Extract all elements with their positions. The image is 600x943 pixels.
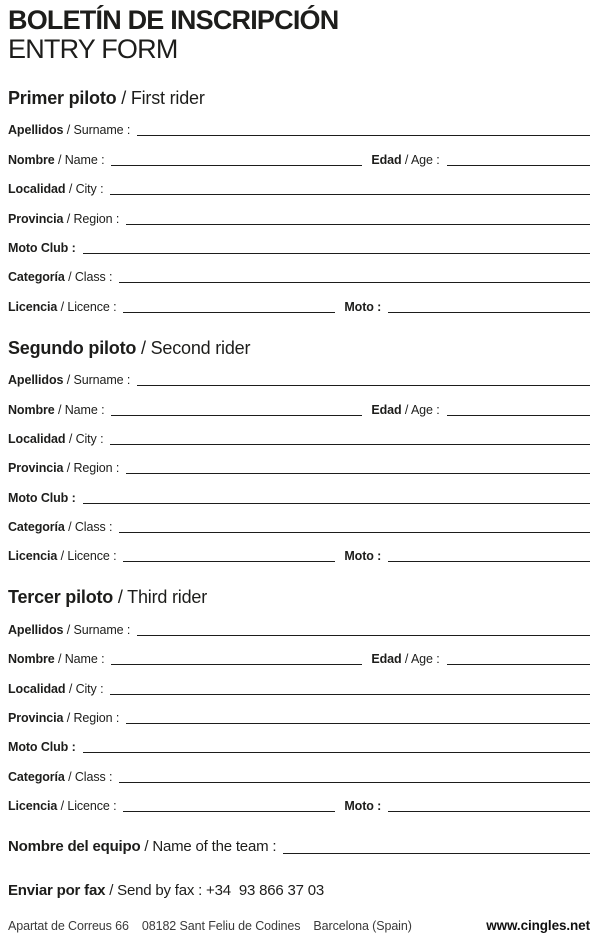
field-row-region	[8, 196, 590, 225]
name-label: Nombre / Name :	[8, 652, 105, 667]
footer-po-box: Apartat de Correus 66	[8, 919, 129, 934]
licence-label: Licencia / Licence :	[8, 299, 117, 314]
field-row-motoclub	[8, 226, 590, 255]
field-row-surname	[8, 358, 590, 387]
footer	[8, 918, 590, 933]
motoclub-label: Moto Club :	[8, 490, 76, 505]
region-input-line[interactable]	[126, 723, 590, 724]
field-row-class	[8, 754, 590, 783]
field-row-licence-moto	[8, 284, 590, 313]
class-input-line[interactable]	[119, 532, 590, 533]
field-row-class	[8, 255, 590, 284]
field-row-motoclub	[8, 475, 590, 504]
section-heading-first-rider: Primer piloto / First rider	[8, 88, 205, 108]
section-heading-third-rider: Tercer piloto / Third rider	[8, 587, 207, 608]
team-name-input-line[interactable]	[283, 853, 590, 854]
rider-section-2	[8, 338, 590, 564]
motoclub-label: Moto Club :	[8, 240, 76, 255]
age-input-line[interactable]	[447, 165, 590, 166]
age-label: Edad / Age :	[371, 152, 440, 167]
moto-input-line[interactable]	[388, 811, 590, 812]
field-row-region	[8, 696, 590, 725]
region-input-line[interactable]	[126, 224, 590, 225]
field-row-motoclub	[8, 725, 590, 754]
field-row-licence-moto	[8, 784, 590, 813]
field-row-region	[8, 446, 590, 475]
city-input-line[interactable]	[110, 444, 590, 445]
field-row-class	[8, 505, 590, 534]
region-label: Provincia / Region :	[8, 711, 120, 726]
fax-label-spanish: Enviar por fax	[8, 882, 106, 900]
motoclub-input-line[interactable]	[83, 253, 590, 254]
title-english: ENTRY FORM	[8, 34, 178, 64]
city-input-line[interactable]	[110, 694, 590, 695]
rider-section-3	[8, 587, 590, 813]
field-row-team-name	[8, 831, 590, 855]
fax-instruction	[8, 881, 590, 901]
field-row-city	[8, 167, 590, 196]
surname-input-line[interactable]	[137, 635, 590, 636]
footer-website-link[interactable]: www.cingles.net	[486, 918, 590, 934]
name-label: Nombre / Name :	[8, 152, 105, 167]
city-label: Localidad / City :	[8, 431, 104, 446]
licence-input-line[interactable]	[123, 811, 335, 812]
city-label: Localidad / City :	[8, 681, 104, 696]
class-label: Categoría / Class :	[8, 769, 113, 784]
region-label: Provincia / Region :	[8, 461, 120, 476]
moto-input-line[interactable]	[388, 312, 590, 313]
field-row-name-age	[8, 387, 590, 416]
class-label: Categoría / Class :	[8, 520, 113, 535]
moto-label: Moto :	[344, 549, 382, 564]
class-input-line[interactable]	[119, 782, 590, 783]
moto-label: Moto :	[344, 299, 382, 314]
age-label: Edad / Age :	[371, 402, 440, 417]
field-row-name-age	[8, 137, 590, 166]
age-input-line[interactable]	[447, 664, 590, 665]
motoclub-input-line[interactable]	[83, 503, 590, 504]
footer-postal-city: 08182 Sant Feliu de Codines	[141, 919, 301, 934]
moto-label: Moto :	[344, 799, 382, 814]
surname-input-line[interactable]	[137, 385, 590, 386]
licence-input-line[interactable]	[123, 312, 335, 313]
licence-label: Licencia / Licence :	[8, 799, 117, 814]
region-label: Provincia / Region :	[8, 211, 120, 226]
moto-input-line[interactable]	[388, 561, 590, 562]
surname-label: Apellidos / Surname :	[8, 373, 131, 388]
name-label: Nombre / Name :	[8, 402, 105, 417]
name-input-line[interactable]	[111, 415, 362, 416]
rider-section-1	[8, 88, 590, 314]
surname-label: Apellidos / Surname :	[8, 622, 131, 637]
title-spanish: BOLETÍN DE INSCRIPCIÓN	[8, 5, 339, 35]
licence-label: Licencia / Licence :	[8, 549, 117, 564]
field-row-surname	[8, 607, 590, 636]
surname-input-line[interactable]	[137, 135, 590, 136]
section-heading-second-rider: Segundo piloto / Second rider	[8, 337, 251, 358]
licence-input-line[interactable]	[123, 561, 335, 562]
region-input-line[interactable]	[126, 473, 590, 474]
name-input-line[interactable]	[111, 165, 362, 166]
motoclub-input-line[interactable]	[83, 752, 590, 753]
class-label: Categoría / Class :	[8, 270, 113, 285]
city-input-line[interactable]	[110, 194, 590, 195]
name-input-line[interactable]	[111, 664, 362, 665]
field-row-city	[8, 417, 590, 446]
motoclub-label: Moto Club :	[8, 740, 76, 755]
field-row-name-age	[8, 637, 590, 666]
fax-label-english: / Send by fax : +34 93 866 37 03	[105, 882, 325, 900]
footer-province: Barcelona (Spain)	[313, 919, 412, 934]
field-row-city	[8, 666, 590, 695]
field-row-surname	[8, 108, 590, 137]
age-label: Edad / Age :	[371, 652, 440, 667]
class-input-line[interactable]	[119, 282, 590, 283]
age-input-line[interactable]	[447, 415, 590, 416]
form-title	[8, 6, 590, 64]
field-row-licence-moto	[8, 534, 590, 563]
team-name-label: Nombre del equipo / Name of the team :	[8, 838, 277, 856]
city-label: Localidad / City :	[8, 182, 104, 197]
surname-label: Apellidos / Surname :	[8, 123, 131, 138]
